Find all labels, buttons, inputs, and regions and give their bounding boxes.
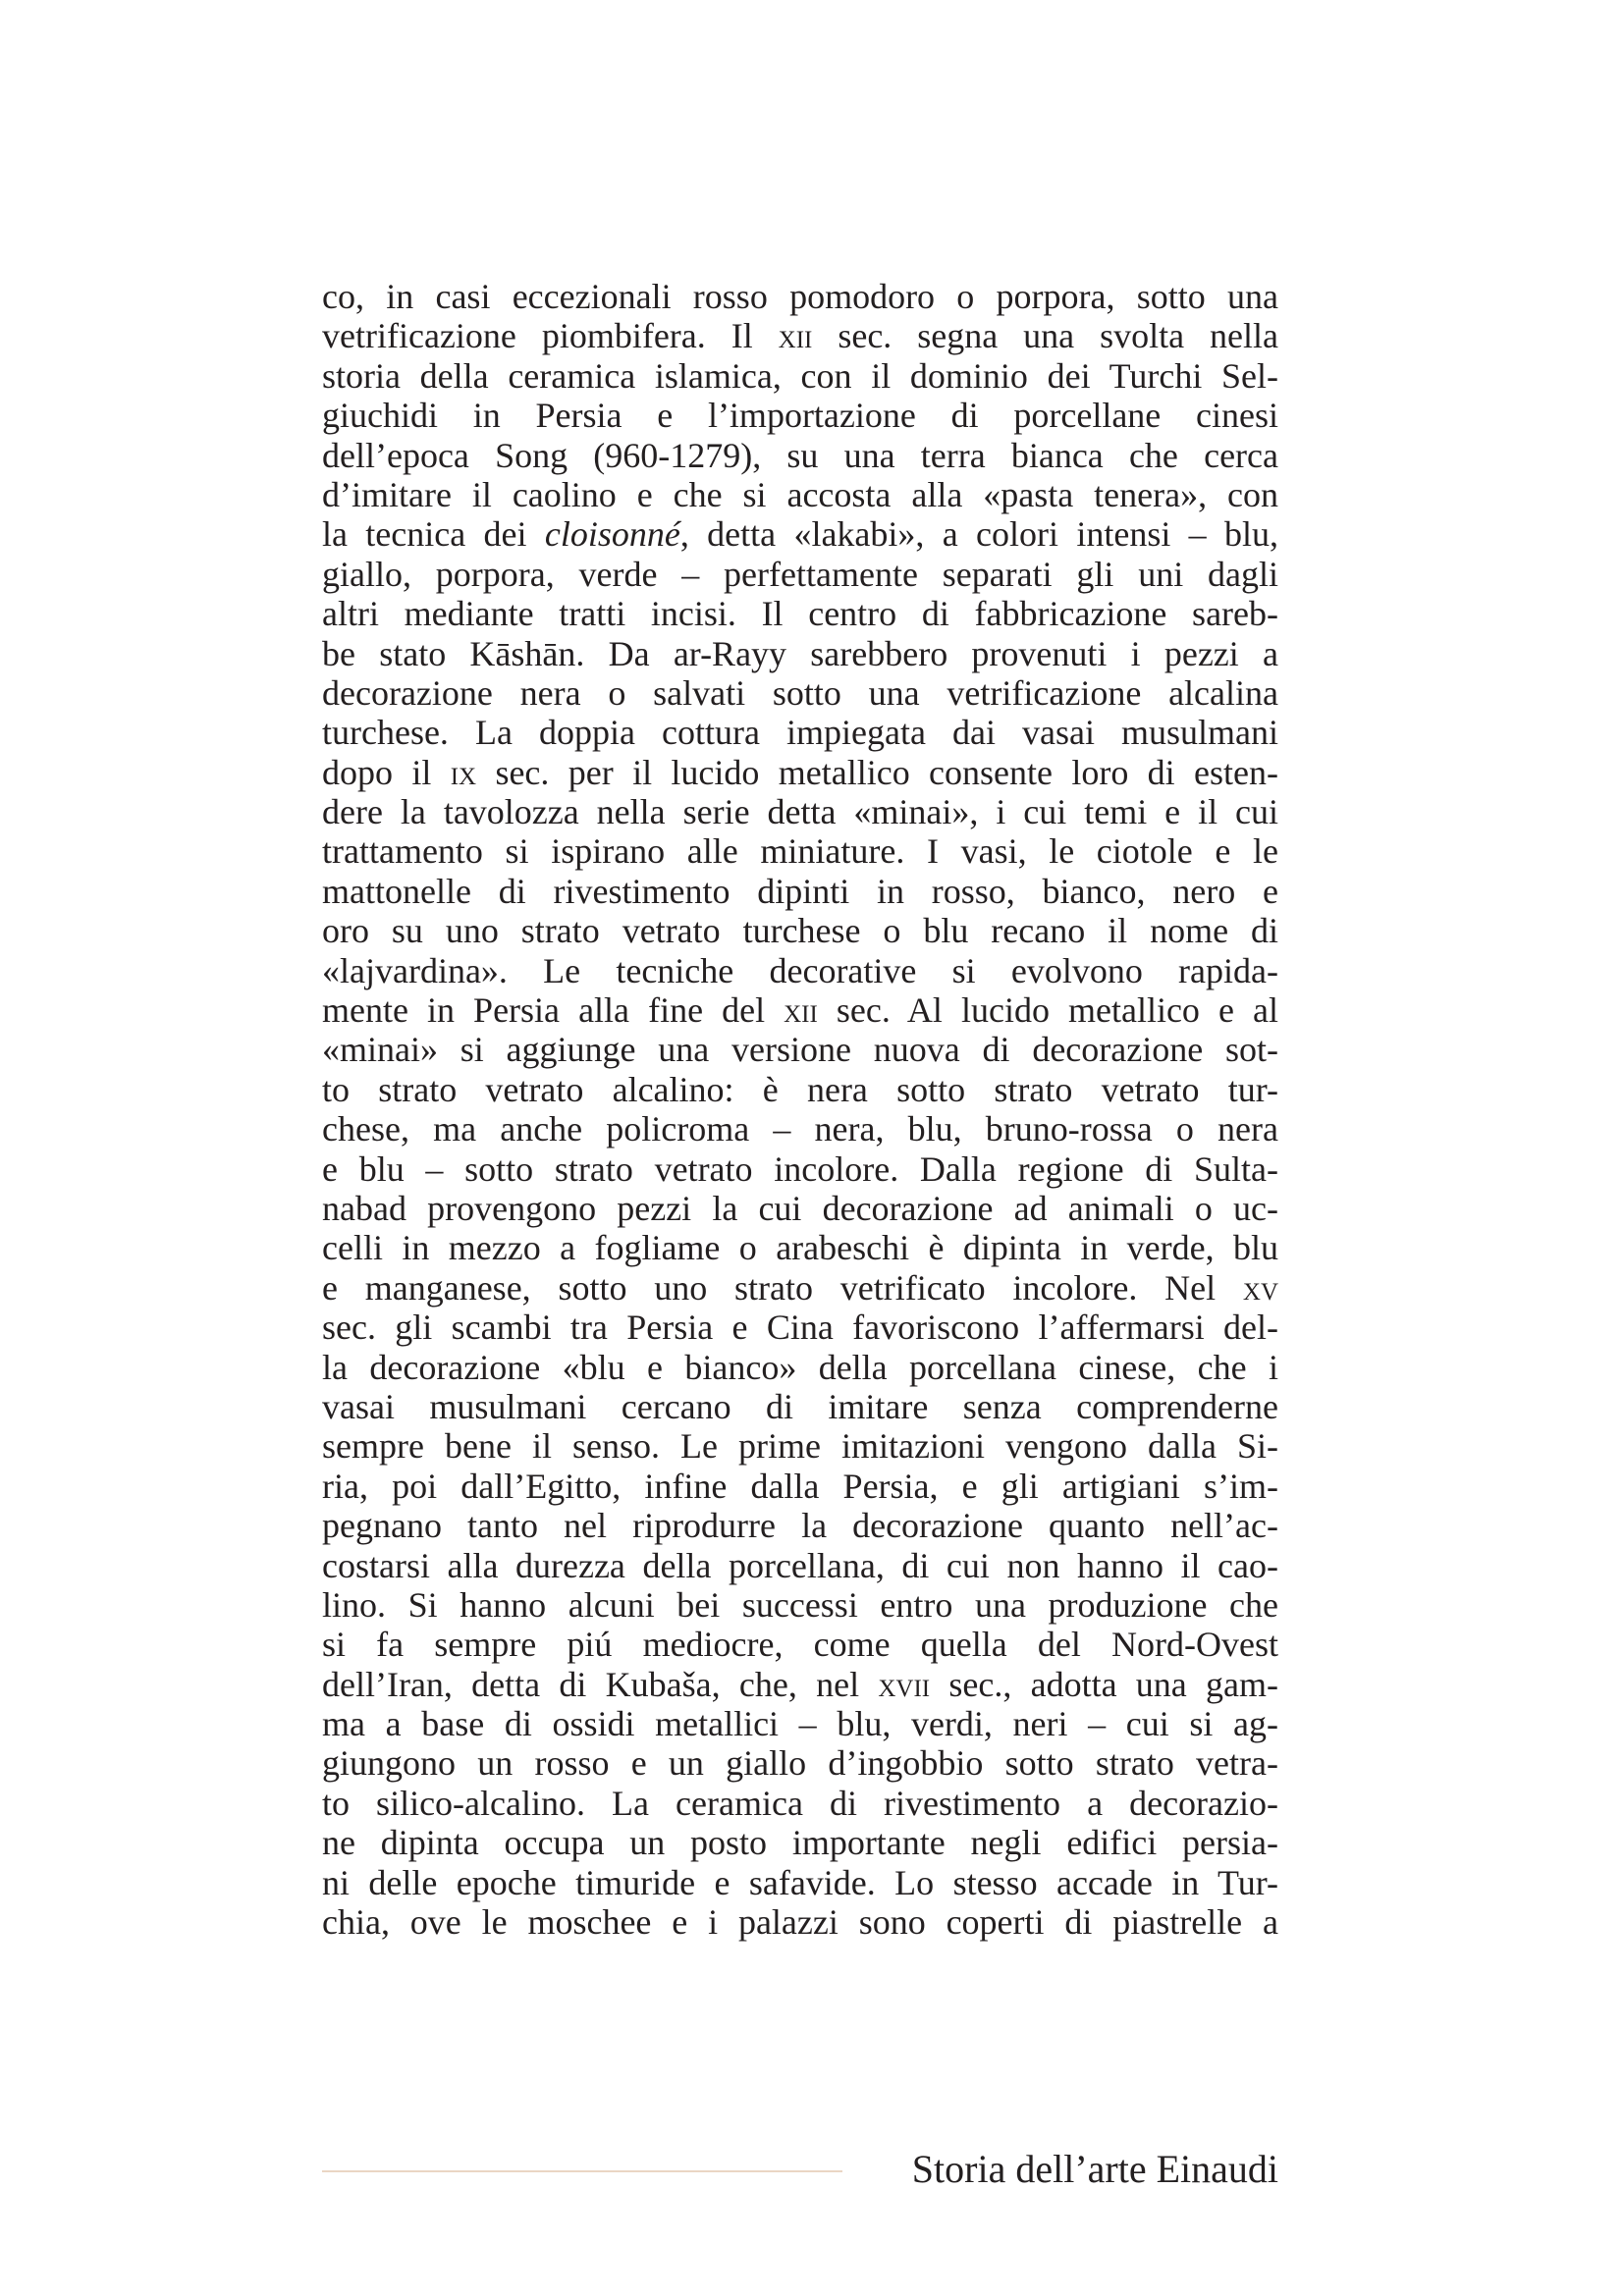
- text-line: giallo, porpora, verde – perfettamente separati gli uni dagli: [322, 554, 1278, 594]
- text-line: chese, ma anche policroma – nera, blu, bruno-rossa o nera: [322, 1109, 1278, 1149]
- text-line: si fa sempre piú mediocre, come quella del Nord-Ovest: [322, 1625, 1278, 1665]
- text-line: ne dipinta occupa un posto importante negli edifici persia-: [322, 1823, 1278, 1863]
- text-line: trattamento si ispirano alle miniature. I vasi, le ciotole e le: [322, 831, 1278, 872]
- text-line: mattonelle di rivestimento dipinti in rosso, bianco, nero e: [322, 871, 1278, 911]
- text-line: pegnano tanto nel riprodurre la decorazione quanto nell’ac-: [322, 1506, 1278, 1546]
- text-line: altri mediante tratti incisi. Il centro di fabbricazione sareb-: [322, 594, 1278, 634]
- text-line: ma a base di ossidi metallici – blu, verdi, neri – cui si ag-: [322, 1704, 1278, 1744]
- text-line: to strato vetrato alcalino: è nera sotto strato vetrato tur-: [322, 1069, 1278, 1109]
- text-line: sec. gli scambi tra Persia e Cina favoriscono l’affermarsi del-: [322, 1308, 1278, 1348]
- text-line: giuchidi in Persia e l’importazione di porcellane cinesi: [322, 396, 1278, 436]
- text-line: nabad provengono pezzi la cui decorazione ad animali o uc-: [322, 1188, 1278, 1228]
- text-line: «lajvardina». Le tecniche decorative si evolvono rapida-: [322, 950, 1278, 990]
- text-line: vasai musulmani cercano di imitare senza comprenderne: [322, 1386, 1278, 1426]
- text-line: sempre bene il senso. Le prime imitazioni vengono dalla Si-: [322, 1426, 1278, 1467]
- text-line: e manganese, sotto uno strato vetrificato incolore. Nel xv: [322, 1267, 1278, 1308]
- text-line: be stato Kāshān. Da ar-Rayy sarebbero provenuti i pezzi a: [322, 633, 1278, 673]
- text-line: ria, poi dall’Egitto, infine dalla Persia, e gli artigiani s’im-: [322, 1466, 1278, 1506]
- text-line: decorazione nera o salvati sotto una vetrificazione alcalina: [322, 672, 1278, 713]
- text-line: la tecnica dei cloisonné, detta «lakabi», a colori intensi – blu,: [322, 514, 1278, 555]
- text-line: lino. Si hanno alcuni bei successi entro una produzione che: [322, 1584, 1278, 1625]
- text-line: co, in casi eccezionali rosso pomodoro o porpora, sotto una: [322, 277, 1278, 316]
- text-line: vetrificazione piombifera. Il xii sec. segna una svolta nella: [322, 316, 1278, 356]
- text-line: «minai» si aggiunge una versione nuova di decorazione sot-: [322, 1030, 1278, 1070]
- text-line: dell’Iran, detta di Kubaša, che, nel xvii sec., adotta una gam-: [322, 1664, 1279, 1704]
- footer-title: Storia dell’arte Einaudi: [911, 2147, 1278, 2191]
- body-text: [322, 277, 1278, 1942]
- text-line: ni delle epoche timuride e safavide. Lo stesso accade in Tur-: [322, 1862, 1278, 1902]
- text-line: to silico-alcalino. La ceramica di rivestimento a decorazio-: [322, 1783, 1278, 1823]
- text-line: dopo il ix sec. per il lucido metallico consente loro di esten-: [322, 752, 1278, 792]
- text-line: mente in Persia alla fine del xii sec. Al lucido metallico e al: [322, 990, 1278, 1031]
- footer-rule: [322, 2170, 842, 2172]
- text-line: turchese. La doppia cottura impiegata dai vasai musulmani: [322, 713, 1278, 753]
- text-line: costarsi alla durezza della porcellana, di cui non hanno il cao-: [322, 1545, 1278, 1585]
- text-line: chia, ove le moschee e i palazzi sono coperti di piastrelle a: [322, 1902, 1278, 1943]
- text-line: oro su uno strato vetrato turchese o blu recano il nome di: [322, 911, 1278, 951]
- text-line: celli in mezzo a fogliame o arabeschi è dipinta in verde, blu: [322, 1228, 1278, 1268]
- text-line: dell’epoca Song (960-1279), su una terra bianca che cerca: [322, 435, 1278, 475]
- text-line: e blu – sotto strato vetrato incolore. Dalla regione di Sulta-: [322, 1148, 1278, 1189]
- text-line: d’imitare il caolino e che si accosta alla «pasta tenera», con: [322, 474, 1278, 514]
- text-line: storia della ceramica islamica, con il dominio dei Turchi Sel-: [322, 355, 1278, 396]
- text-line: dere la tavolozza nella serie detta «minai», i cui temi e il cui: [322, 792, 1278, 832]
- text-line: la decorazione «blu e bianco» della porcellana cinese, che i: [322, 1347, 1278, 1387]
- text-line: giungono un rosso e un giallo d’ingobbio sotto strato vetra-: [322, 1743, 1278, 1784]
